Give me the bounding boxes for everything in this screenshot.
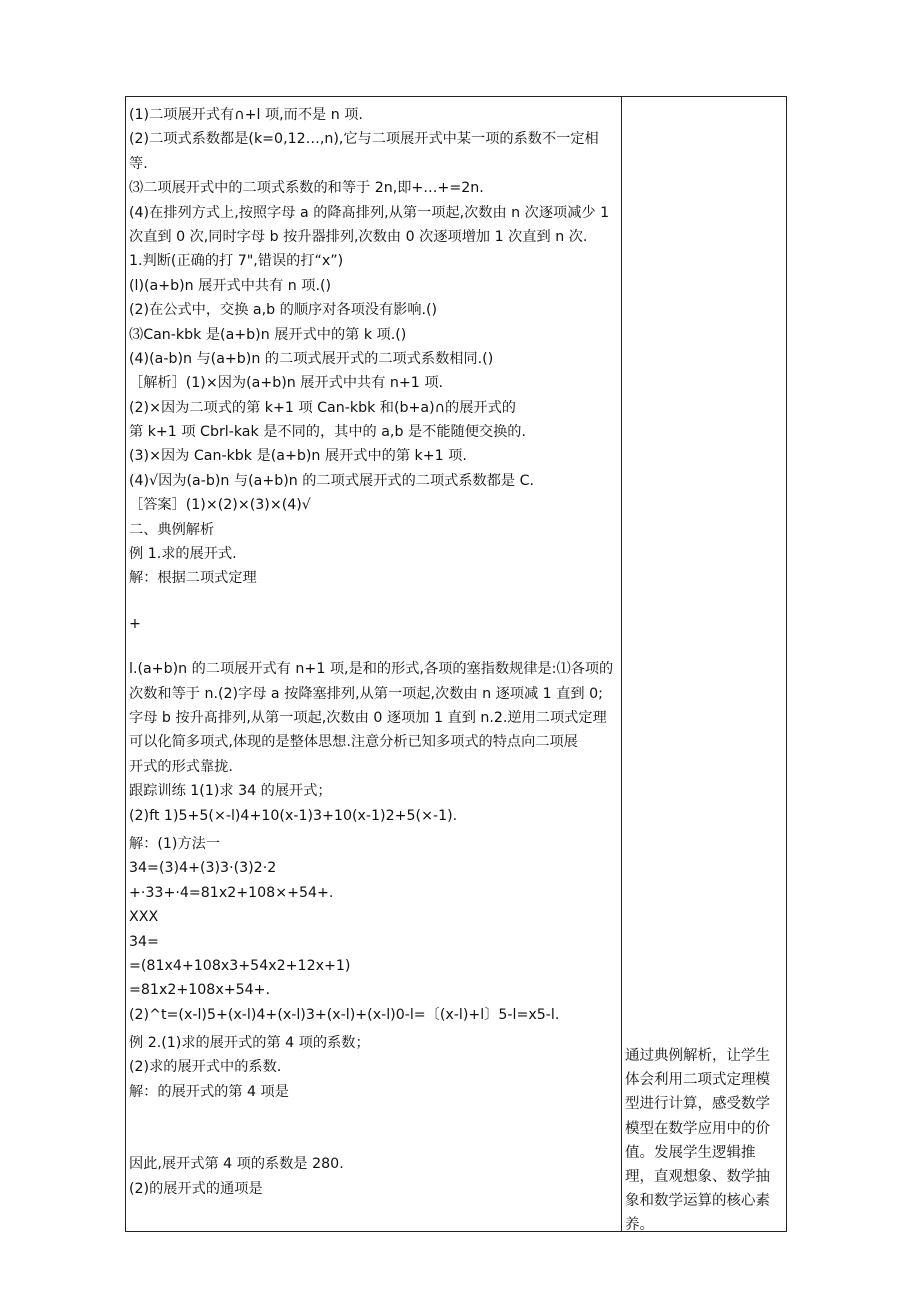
content-column bbox=[129, 103, 621, 1201]
design-intent-column bbox=[625, 1044, 783, 1238]
content-line: 解：根据二项式定理 bbox=[129, 570, 257, 587]
content-line: (2)×因为二项式的第 k+1 项 Can-kbk 和(b+a)∩的展开式的 bbox=[129, 399, 516, 416]
content-line: (4)√因为(a-b)n 与(a+b)n 的二项式展开式的二项式系数都是 C. bbox=[129, 472, 534, 489]
content-line: ［解析］(1)×因为(a+b)n 展开式中共有 n+1 项. bbox=[129, 375, 444, 392]
design-intent-line: 养。 bbox=[625, 1217, 654, 1234]
content-line: 开式的形式靠拢. bbox=[129, 758, 233, 775]
design-intent-line: 体会利用二项式定理模 bbox=[625, 1072, 770, 1089]
content-line: (3)×因为 Can-kbk 是(a+b)n 展开式中的第 k+1 项. bbox=[129, 448, 467, 465]
content-line: (2)的展开式的通项是 bbox=[129, 1180, 263, 1197]
content-line: 解：的展开式的第 4 项是 bbox=[129, 1083, 289, 1100]
content-line: 等. bbox=[129, 155, 148, 172]
content-line: (2)求的展开式中的系数. bbox=[129, 1059, 282, 1076]
content-line: 第 k+1 项 Cbrl-kak 是不同的，其中的 a,b 是不能随便交换的. bbox=[129, 424, 526, 441]
content-line: (4)(a-b)n 与(a+b)n 的二项式展开式的二项式系数相同.() bbox=[129, 350, 494, 367]
content-line: (2)二项式系数都是(k=0,12…,n),它与二项展开式中某一项的系数不一定相 bbox=[129, 131, 599, 148]
content-line: XXX bbox=[129, 909, 159, 926]
content-line: 可以化简多项式,体现的是整体思想.注意分析已知多项式的特点向二项展 bbox=[129, 734, 578, 751]
line-spacer bbox=[129, 636, 621, 657]
content-line: 解：(1)方法一 bbox=[129, 835, 221, 852]
content-line: (2)ft 1)5+5(×-l)4+10(x-1)3+10(x-1)2+5(×-1). bbox=[129, 807, 458, 824]
content-line: ［答案］(1)×(2)×(3)×(4)√ bbox=[129, 497, 311, 514]
content-line: (l)(a+b)n 展开式中共有 n 项.() bbox=[129, 277, 332, 294]
content-line: =(81x4+108x3+54x2+12x+1) bbox=[129, 957, 351, 974]
line-spacer bbox=[129, 591, 621, 612]
content-line: + bbox=[129, 615, 141, 632]
content-line: ⑶二项展开式中的二项式系数的和等于 2n,即+…+=2n. bbox=[129, 180, 484, 197]
content-line: 次直到 0 次,同时字母 b 按升器排列,次数由 0 次逐项增加 1 次直到 n 次. bbox=[129, 228, 588, 245]
content-line: ⑶Can-kbk 是(a+b)n 展开式中的第 k 项.() bbox=[129, 326, 407, 343]
content-line: 34=(3)4+(3)3·(3)2·2 bbox=[129, 860, 277, 877]
content-line: (2)^t=(x-l)5+(x-l)4+(x-l)3+(x-l)+(x-l)0-l=〔(x-l)+l〕5-l=x5-l. bbox=[129, 1006, 560, 1023]
content-line: 因此,展开式第 4 项的系数是 280. bbox=[129, 1156, 344, 1173]
design-intent-line: 象和数学运算的核心素 bbox=[625, 1193, 770, 1210]
content-line: 二、典例解析 bbox=[129, 521, 215, 538]
design-intent-line: 模型在数学应用中的价 bbox=[625, 1120, 770, 1137]
design-intent-line: 型进行计算，感受数学 bbox=[625, 1096, 770, 1113]
lesson-table bbox=[125, 96, 787, 1232]
line-spacer bbox=[129, 1104, 621, 1152]
content-line: 跟踪训练 1(1)求 34 的展开式； bbox=[129, 783, 332, 800]
column-divider bbox=[621, 97, 622, 1231]
content-line: (4)在排列方式上,按照字母 a 的降髙排列,从第一项起,次数由 n 次逐项减少 1 bbox=[129, 204, 610, 221]
content-line: (2)在公式中，交换 a,b 的顺序对各项没有影响.() bbox=[129, 302, 438, 319]
content-line: 例 1.求的展开式. bbox=[129, 546, 237, 563]
content-line: 次数和等于 n.(2)字母 a 按降塞排列,从第一项起,次数由 n 逐项减 1 直到 0; bbox=[129, 685, 603, 702]
content-line: =81x2+108x+54+. bbox=[129, 982, 271, 999]
content-line: 1.判断(正确的打 7",错误的打“x”) bbox=[129, 253, 344, 270]
content-line: (1)二项展开式有∩+l 项,而不是 n 项. bbox=[129, 107, 363, 123]
content-line: l.(a+b)n 的二项展开式有 n+1 项,是和的形式,各项的塞指数规律是:⑴各项的 bbox=[129, 661, 614, 678]
design-intent-line: 值。发展学生逻辑推 bbox=[625, 1144, 756, 1161]
content-line: 34= bbox=[129, 933, 159, 950]
design-intent-line: 通过典例解析，让学生 bbox=[625, 1048, 770, 1064]
design-intent-line: 理，直观想象、数学抽 bbox=[625, 1169, 770, 1186]
content-line: +·33+·4=81x2+108×+54+. bbox=[129, 884, 334, 901]
content-line: 字母 b 按升髙排列,从第一项起,次数由 0 逐项加 1 直到 n.2.逆用二项式定理 bbox=[129, 709, 607, 726]
content-line: 例 2.(1)求的展开式的第 4 项的系数； bbox=[129, 1035, 370, 1052]
